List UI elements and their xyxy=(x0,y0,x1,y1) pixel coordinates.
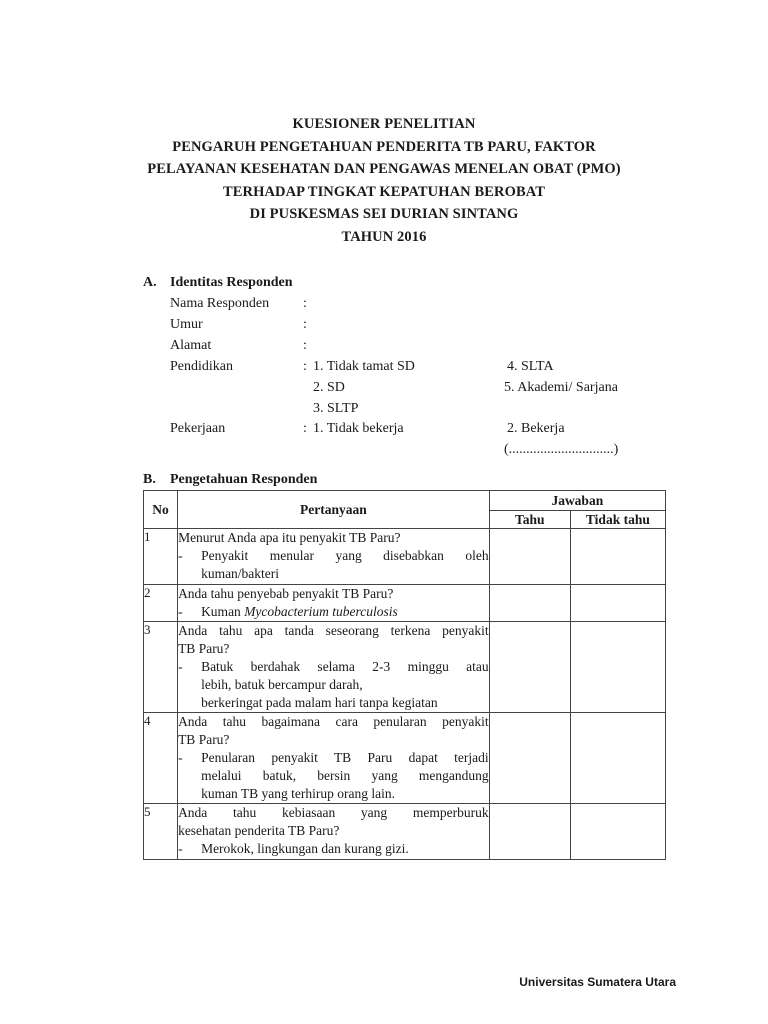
section-b-title: Pengetahuan Responden xyxy=(170,472,318,487)
answer-statement xyxy=(178,840,489,858)
answer-line: melalui batuk, bersin yang mengandung xyxy=(201,768,489,783)
footer-university: Universitas Sumatera Utara xyxy=(519,975,676,989)
answer-prefix: Kuman xyxy=(201,604,245,619)
header-pertanyaan: Pertanyaan xyxy=(178,491,490,529)
header-jawaban: Jawaban xyxy=(489,491,665,511)
title-line: TAHUN 2016 xyxy=(341,228,427,245)
answer-dash: - xyxy=(178,750,183,765)
question-text: Anda tahu penyebab penyakit TB Paru? xyxy=(178,586,394,601)
row-number: 3 xyxy=(144,622,178,713)
answer-statement xyxy=(178,749,489,803)
answer-tidak-tahu-cell[interactable] xyxy=(570,713,665,804)
question-cell xyxy=(178,713,490,804)
question-cell xyxy=(178,529,490,585)
question-line: Anda tahu apa tanda seseorang terkena penyakit xyxy=(178,623,489,638)
question-line: TB Paru? xyxy=(178,641,230,656)
answer-line: Penyakit menular yang disebabkan oleh xyxy=(201,548,489,563)
answer-line: kuman/bakteri xyxy=(201,566,280,581)
title-line: KUESIONER PENELITIAN xyxy=(292,116,476,132)
answer-dash: - xyxy=(178,604,183,619)
header-tidak-tahu: Tidak tahu xyxy=(570,511,665,529)
pekerjaan-option-2: 2. Bekerja xyxy=(507,421,565,436)
question-line: Anda tahu kebiasaan yang memperburuk xyxy=(178,805,489,820)
pendidikan-option-1: 1. Tidak tamat SD xyxy=(313,359,415,374)
section-a-heading xyxy=(143,275,293,291)
umur-colon: : xyxy=(303,317,307,332)
answer-statement xyxy=(178,547,489,583)
answer-line: Merokok, lingkungan dan kurang gizi. xyxy=(201,841,409,856)
pendidikan-colon: : xyxy=(303,359,307,374)
umur-label: Umur xyxy=(170,317,203,332)
answer-tidak-tahu-cell[interactable] xyxy=(570,622,665,713)
pendidikan-option-4: 4. SLTA xyxy=(507,359,554,374)
alamat-colon: : xyxy=(303,338,307,353)
question-line: Anda tahu bagaimana cara penularan penyakit xyxy=(178,714,489,729)
header-no: No xyxy=(144,491,178,529)
section-a-letter: A. xyxy=(143,275,157,290)
nama-responden-colon: : xyxy=(303,296,307,311)
document-title xyxy=(0,113,768,248)
question-text: Menurut Anda apa itu penyakit TB Paru? xyxy=(178,530,401,545)
table-row xyxy=(144,622,666,713)
question-cell xyxy=(178,804,490,860)
pekerjaan-colon: : xyxy=(303,421,307,436)
answer-statement xyxy=(178,603,489,621)
table-row xyxy=(144,529,666,585)
row-number: 1 xyxy=(144,529,178,585)
answer-tidak-tahu-cell[interactable] xyxy=(570,804,665,860)
answer-dash: - xyxy=(178,659,183,674)
title-line: PENGARUH PENGETAHUAN PENDERITA TB PARU, FAKTOR xyxy=(172,138,596,155)
alamat-label: Alamat xyxy=(170,338,212,353)
row-number: 2 xyxy=(144,585,178,622)
answer-species-name: Mycobacterium tuberculosis xyxy=(244,604,398,619)
row-number: 4 xyxy=(144,713,178,804)
nama-responden-label: Nama Responden xyxy=(170,296,270,311)
answer-line: lebih, batuk bercampur darah, xyxy=(201,677,363,692)
question-line: TB Paru? xyxy=(178,732,230,747)
answer-tidak-tahu-cell[interactable] xyxy=(570,585,665,622)
answer-dash: - xyxy=(178,548,183,563)
answer-tahu-cell[interactable] xyxy=(489,585,570,622)
pendidikan-option-3: 3. SLTP xyxy=(313,401,359,416)
title-line: PELAYANAN KESEHATAN DAN PENGAWAS MENELAN OBAT (PMO) xyxy=(147,161,621,177)
table-row xyxy=(144,585,666,622)
pendidikan-option-5: 5. Akademi/ Sarjana xyxy=(504,380,618,395)
pendidikan-option-2: 2. SD xyxy=(313,380,345,395)
answer-tahu-cell[interactable] xyxy=(489,529,570,585)
pekerjaan-option-2-detail: (..............................) xyxy=(504,442,619,457)
answer-line: Batuk berdahak selama 2-3 minggu atau xyxy=(201,659,489,674)
answer-statement xyxy=(178,658,489,712)
section-b-heading xyxy=(143,472,317,488)
table-row xyxy=(144,713,666,804)
pekerjaan-label: Pekerjaan xyxy=(170,421,226,436)
answer-dash: - xyxy=(178,841,183,856)
pekerjaan-option-1: 1. Tidak bekerja xyxy=(313,421,404,436)
row-number: 5 xyxy=(144,804,178,860)
section-a-title: Identitas Responden xyxy=(170,275,293,290)
pendidikan-label: Pendidikan xyxy=(170,359,233,374)
knowledge-table xyxy=(143,490,666,860)
question-line: kesehatan penderita TB Paru? xyxy=(178,823,340,838)
question-cell xyxy=(178,622,490,713)
answer-tahu-cell[interactable] xyxy=(489,804,570,860)
question-cell xyxy=(178,585,490,622)
answer-line: Penularan penyakit TB Paru dapat terjadi xyxy=(201,750,489,765)
title-line: DI PUSKESMAS SEI DURIAN SINTANG xyxy=(249,206,519,222)
answer-tahu-cell[interactable] xyxy=(489,622,570,713)
title-line: TERHADAP TINGKAT KEPATUHAN BEROBAT xyxy=(222,183,546,200)
answer-tahu-cell[interactable] xyxy=(489,713,570,804)
table-row xyxy=(144,804,666,860)
answer-tidak-tahu-cell[interactable] xyxy=(570,529,665,585)
answer-line: kuman TB yang terhirup orang lain. xyxy=(201,786,396,801)
table-header-row xyxy=(144,491,666,511)
header-tahu: Tahu xyxy=(489,511,570,529)
answer-line: berkeringat pada malam hari tanpa kegiatan xyxy=(201,695,438,710)
section-b-letter: B. xyxy=(143,472,156,487)
